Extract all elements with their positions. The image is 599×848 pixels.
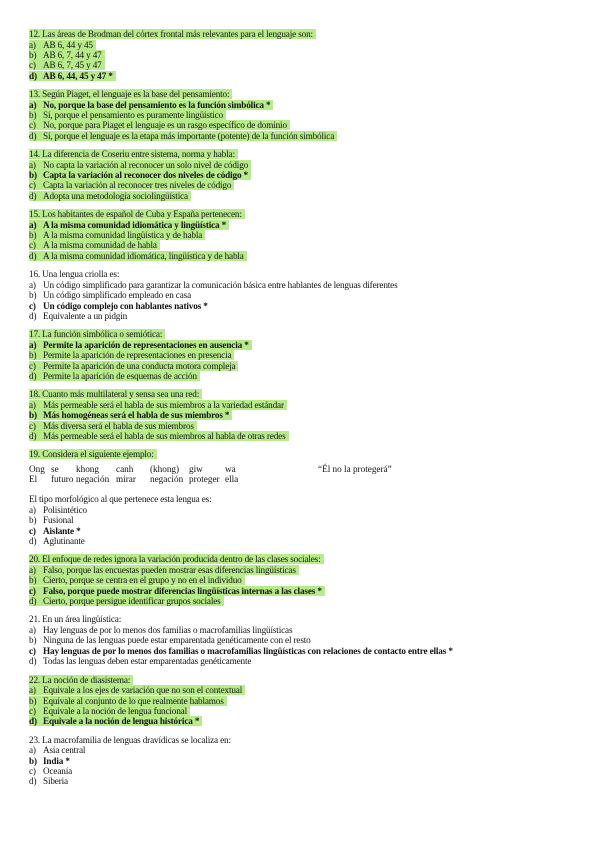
question-12-option-0 xyxy=(29,40,589,50)
question-16-stem xyxy=(29,269,589,279)
option-letter: d) xyxy=(29,70,37,81)
option-text: Un código complejo con hablantes nativos * xyxy=(43,300,208,311)
option-letter: b) xyxy=(29,755,37,766)
option-text-wrap xyxy=(29,340,252,350)
option-letter: b) xyxy=(29,290,37,301)
option-letter: a) xyxy=(29,625,36,636)
question-stem-text: 16. Una lengua criolla es: xyxy=(29,269,120,280)
option-text-wrap xyxy=(29,170,251,180)
question-23-option-3 xyxy=(29,776,589,786)
question-18-option-2 xyxy=(29,421,589,431)
option-letter: d) xyxy=(29,776,37,787)
option-text: Adopta una metodología sociolingüística xyxy=(43,190,188,201)
gloss-word-4 xyxy=(150,464,183,485)
option-letter: c) xyxy=(29,645,36,656)
option-text: Más permeable será el habla de sus miembros al habla de otras redes xyxy=(43,430,286,441)
option-letter: d) xyxy=(29,250,37,261)
option-text-wrap xyxy=(29,625,292,635)
option-text: Equivale a los ejes de variación que no son el contextual xyxy=(43,685,243,696)
gloss-meaning: futuro xyxy=(51,474,74,485)
question-16-option-0 xyxy=(29,280,589,290)
question-14-option-2 xyxy=(29,180,589,190)
option-text-wrap xyxy=(29,191,191,201)
option-letter: d) xyxy=(29,310,37,321)
option-text-wrap xyxy=(29,575,245,585)
option-text: Cierto, porque se centra en el grupo y no en el individuo xyxy=(43,575,242,586)
option-text: Aislante * xyxy=(43,525,81,536)
option-text: Un código simplificado empleado en casa xyxy=(43,290,191,301)
option-letter: c) xyxy=(29,120,36,131)
option-text-wrap xyxy=(29,131,337,141)
question-17-option-1 xyxy=(29,350,589,360)
question-22-option-1 xyxy=(29,696,589,706)
question-13-option-3 xyxy=(29,131,589,141)
question-20-option-1 xyxy=(29,575,589,585)
option-text-wrap xyxy=(29,160,251,170)
question-12-option-2 xyxy=(29,60,589,70)
question-15-stem xyxy=(29,209,589,219)
option-text-wrap xyxy=(29,251,247,261)
option-letter: d) xyxy=(29,130,37,141)
option-text-wrap xyxy=(29,230,205,240)
option-letter: c) xyxy=(29,420,36,431)
option-letter: d) xyxy=(29,595,37,606)
option-text: Capta la variación al reconocer dos niveles de código * xyxy=(43,170,249,181)
question-20-option-0 xyxy=(29,565,589,575)
option-text: Todas las lenguas deben estar emparentadas genéticamente xyxy=(43,656,252,667)
option-letter: c) xyxy=(29,585,36,596)
option-text: No, porque la base del pensamiento es la función simbólica * xyxy=(43,99,271,110)
option-text-wrap xyxy=(29,766,72,776)
question-23-stem xyxy=(29,735,589,745)
option-text: No, porque para Piaget el lenguaje es un rasgo específico de dominio xyxy=(43,120,287,131)
question-15-option-1 xyxy=(29,230,589,240)
questions-20-23 xyxy=(29,554,589,786)
option-text-wrap xyxy=(29,565,299,575)
option-text: Equivale a la noción de lengua histórica * xyxy=(43,716,200,727)
option-letter: c) xyxy=(29,765,36,776)
question-23-option-2 xyxy=(29,766,589,776)
option-text-wrap xyxy=(29,180,234,190)
option-letter: a) xyxy=(29,400,36,411)
question-22-stem xyxy=(29,675,589,685)
question-13-stem xyxy=(29,89,589,99)
gloss-source: (khong) xyxy=(150,463,180,474)
option-text: Permite la aparición de una conducta motora compleja xyxy=(43,360,236,371)
option-letter: a) xyxy=(29,745,36,756)
question-13-option-0 xyxy=(29,100,589,110)
option-text-wrap xyxy=(29,60,105,70)
option-letter: a) xyxy=(29,39,36,50)
gloss-word-5 xyxy=(189,464,220,485)
question-stem-text: 12. Las áreas de Brodman del córtex frontal más relevantes para el lenguaje son: xyxy=(29,29,316,39)
question-19 xyxy=(29,449,589,546)
question-stem-text: 14. La diferencia de Coseriu entre sistema, norma y habla: xyxy=(29,149,238,159)
question-23-option-1 xyxy=(29,756,589,766)
option-letter: a) xyxy=(29,505,36,516)
option-text: A la misma comunidad de habla xyxy=(43,240,157,251)
option-letter: c) xyxy=(29,240,36,251)
option-text: Equivale al conjunto de lo que realmente hablamos xyxy=(43,695,224,706)
option-letter: a) xyxy=(29,219,37,230)
question-17-option-0 xyxy=(29,340,589,350)
option-text: Más permeable será el habla de sus miembros a la variedad estándar xyxy=(43,400,284,411)
question-19-subquestion: El tipo morfológico al que pertenece esta lengua es: xyxy=(29,493,212,504)
question-19-highlight: 19. Considera el siguiente ejemplo: xyxy=(29,449,157,459)
question-22-option-2 xyxy=(29,706,589,716)
option-letter: b) xyxy=(29,230,37,241)
question-22 xyxy=(29,675,589,727)
question-19-options xyxy=(29,505,589,546)
option-letter: a) xyxy=(29,279,36,290)
option-letter: d) xyxy=(29,656,37,667)
question-16-option-3 xyxy=(29,311,589,321)
question-13-option-1 xyxy=(29,110,589,120)
option-text: Permite la aparición de representaciones en presencia xyxy=(43,350,232,361)
option-text: Oceanía xyxy=(43,765,73,776)
option-text-wrap xyxy=(29,596,224,606)
question-21-option-0 xyxy=(29,625,589,635)
question-21-option-1 xyxy=(29,635,589,645)
option-text-wrap xyxy=(29,685,245,695)
gloss-translation: “Él no la protegerá” xyxy=(318,463,392,474)
option-text: Cierto, porque persigue identificar grupos sociales xyxy=(43,595,221,606)
question-18-option-0 xyxy=(29,400,589,410)
option-text-wrap xyxy=(29,410,232,420)
option-text: A la misma comunidad idiomática y lingüística * xyxy=(43,219,227,230)
option-text-wrap xyxy=(29,110,226,120)
option-text: A la misma comunidad idiomática, lingüística y de habla xyxy=(43,250,244,261)
question-17-option-3 xyxy=(29,371,589,381)
option-text-wrap xyxy=(29,120,290,130)
option-text: Falso, porque las encuestas pueden mostrar esas diferencias lingüísticas xyxy=(43,565,296,576)
question-12-stem xyxy=(29,29,589,39)
gloss-source: Ong xyxy=(29,463,45,474)
option-letter: c) xyxy=(29,60,36,71)
question-stem-text: 13. Según Piaget, el lenguaje es la base del pensamiento: xyxy=(29,89,232,99)
question-stem-text: 17. La función simbólica o semiótica: xyxy=(29,329,165,339)
option-text: Hay lenguas de por lo menos dos familias o macrofamilias lingüísticas xyxy=(43,625,293,636)
question-18-option-1 xyxy=(29,410,589,420)
question-stem-text: 18. Cuanto más multilateral y sensa sea una red: xyxy=(29,389,202,399)
option-letter: c) xyxy=(29,525,36,536)
option-text-wrap xyxy=(29,220,229,230)
gloss-source: canh xyxy=(116,463,134,474)
question-15-option-0 xyxy=(29,220,589,230)
option-letter: a) xyxy=(29,340,37,350)
option-text-wrap xyxy=(29,421,197,431)
option-text: Ninguna de las lenguas puede estar emparentada genéticamente con el resto xyxy=(43,635,311,646)
question-12 xyxy=(29,29,589,81)
option-text: AB 6, 7, 44 y 47 xyxy=(43,49,102,60)
question-19-option-2 xyxy=(29,526,589,536)
question-15-option-2 xyxy=(29,240,589,250)
question-stem-text: 22. La noción de diasistema: xyxy=(29,675,133,685)
option-text: AB 6, 44 y 45 xyxy=(43,39,93,50)
question-12-option-3 xyxy=(29,71,589,81)
question-17 xyxy=(29,329,589,381)
question-21-option-3 xyxy=(29,656,589,666)
option-text: Hay lenguas de por lo menos dos familias o macrofamilias lingüísticas con relaciones de contacto entre ellas * xyxy=(43,645,453,656)
option-text-wrap xyxy=(29,350,234,360)
option-letter: d) xyxy=(29,370,37,381)
option-text: Más diversa será el habla de sus miembros xyxy=(43,420,194,431)
gloss-word-2 xyxy=(76,464,109,485)
option-text: Equivale a la noción de lengua funcional xyxy=(43,705,188,716)
option-text-wrap xyxy=(29,290,191,300)
option-text: Asia central xyxy=(43,745,86,756)
option-text: No capta la variación al reconocer un solo nivel de código xyxy=(43,159,249,170)
gloss-meaning: negación xyxy=(76,474,110,485)
question-19-stem xyxy=(29,449,589,459)
option-text-wrap xyxy=(29,301,208,311)
option-text-wrap xyxy=(29,280,398,290)
question-14-option-3 xyxy=(29,191,589,201)
question-14 xyxy=(29,149,589,201)
option-letter: b) xyxy=(29,515,37,526)
gloss-meaning: mirar xyxy=(116,474,136,485)
question-19-option-1 xyxy=(29,515,589,525)
option-text: Sí, porque el pensamiento es puramente lingüístico xyxy=(43,110,224,121)
question-17-stem xyxy=(29,329,589,339)
question-17-option-2 xyxy=(29,361,589,371)
option-letter: a) xyxy=(29,99,37,110)
option-text: Un código simplificado para garantizar la comunicación básica entre hablantes de lenguas diferentes xyxy=(43,279,398,290)
question-21-option-2 xyxy=(29,646,589,656)
option-letter: b) xyxy=(29,110,37,121)
gloss-source: se xyxy=(51,463,59,474)
option-letter: c) xyxy=(29,705,36,716)
option-text-wrap xyxy=(29,240,160,250)
option-text: Permite la aparición de esquemas de acción xyxy=(43,370,197,381)
option-text: Más homogéneas será el habla de sus miembros * xyxy=(43,410,230,421)
option-text-wrap xyxy=(29,311,127,321)
option-letter: c) xyxy=(29,180,36,191)
option-letter: a) xyxy=(29,565,36,576)
option-text-wrap xyxy=(29,431,289,441)
option-text-wrap xyxy=(29,536,85,546)
gloss-source: giw xyxy=(189,463,203,474)
option-text-wrap xyxy=(29,400,287,410)
option-letter: d) xyxy=(29,535,37,546)
gloss-source: khong xyxy=(76,463,99,474)
gloss-meaning: El xyxy=(29,474,38,485)
question-stem-text: 23. La macrofamilia de lenguas dravídicas se localiza en: xyxy=(29,734,231,745)
question-12-option-1 xyxy=(29,50,589,60)
option-text-wrap xyxy=(29,696,227,706)
option-text-wrap xyxy=(29,776,68,786)
gloss-meaning: proteger xyxy=(189,474,220,485)
question-21-stem xyxy=(29,614,589,624)
question-stem-text: 15. Los habitantes de español de Cuba y España pertenecen: xyxy=(29,209,245,219)
question-stem-text: 20. El enfoque de redes ignora la variación producida dentro de las clases sociales: xyxy=(29,554,324,564)
option-text-wrap xyxy=(29,505,87,515)
gloss-word-6 xyxy=(225,464,238,485)
gloss-word-1 xyxy=(51,464,73,485)
option-letter: b) xyxy=(29,170,37,181)
option-letter: b) xyxy=(29,695,37,706)
option-letter: d) xyxy=(29,430,37,441)
gloss-word-0 xyxy=(29,464,45,485)
question-23-option-0 xyxy=(29,745,589,755)
option-text: Equivalente a un pidgin xyxy=(43,310,128,321)
question-16-option-2 xyxy=(29,301,589,311)
question-13 xyxy=(29,89,589,141)
option-text-wrap xyxy=(29,745,85,755)
question-20-option-3 xyxy=(29,596,589,606)
question-18-option-3 xyxy=(29,431,589,441)
question-16 xyxy=(29,269,589,321)
gloss-source: wa xyxy=(225,463,236,474)
gloss-word-3 xyxy=(116,464,136,485)
gloss-meaning: ella xyxy=(225,474,239,485)
question-14-option-1 xyxy=(29,170,589,180)
question-19-option-3 xyxy=(29,536,589,546)
option-text: Aglutinante xyxy=(43,535,85,546)
option-text: Siberia xyxy=(43,776,68,787)
option-letter: b) xyxy=(29,49,37,60)
question-15-option-3 xyxy=(29,251,589,261)
option-letter: b) xyxy=(29,635,37,646)
question-18-stem xyxy=(29,389,589,399)
question-22-option-0 xyxy=(29,685,589,695)
option-text-wrap xyxy=(29,526,81,536)
option-text: India * xyxy=(43,755,70,766)
option-text-wrap xyxy=(29,716,202,726)
option-letter: c) xyxy=(29,360,36,371)
option-text-wrap xyxy=(29,646,453,656)
option-text-wrap xyxy=(29,656,251,666)
question-20-stem xyxy=(29,554,589,564)
option-text: Permite la aparición de representaciones en ausencia * xyxy=(43,340,249,350)
interlinear-gloss xyxy=(29,464,589,486)
option-text: Polisintético xyxy=(43,505,87,516)
option-text-wrap xyxy=(29,706,190,716)
question-20-option-2 xyxy=(29,586,589,596)
option-letter: b) xyxy=(29,410,37,421)
question-22-option-3 xyxy=(29,716,589,726)
question-19-option-0 xyxy=(29,505,589,515)
option-text-wrap xyxy=(29,50,105,60)
option-letter: d) xyxy=(29,190,37,201)
questions-12-18 xyxy=(29,29,589,441)
option-text: Falso, porque puede mostrar diferencias lingüísticas internas a las clases * xyxy=(43,585,322,596)
option-text-wrap xyxy=(29,40,96,50)
option-letter: d) xyxy=(29,716,37,727)
question-14-stem xyxy=(29,149,589,159)
question-23 xyxy=(29,735,589,787)
question-14-option-0 xyxy=(29,160,589,170)
option-text-wrap xyxy=(29,71,116,81)
option-letter: b) xyxy=(29,575,37,586)
option-text: Fusional xyxy=(43,515,74,526)
question-13-option-2 xyxy=(29,120,589,130)
option-text: AB 6, 44, 45 y 47 * xyxy=(43,70,113,81)
question-15 xyxy=(29,209,589,261)
option-text: Sí, porque el lenguaje es la etapa más importante (potente) de la función simbólica xyxy=(43,130,335,141)
gloss-meaning: negación xyxy=(150,474,184,485)
question-21 xyxy=(29,614,589,666)
option-text-wrap xyxy=(29,515,73,525)
question-18 xyxy=(29,389,589,441)
question-stem-text: 21. En un área lingüística: xyxy=(29,614,122,625)
question-20 xyxy=(29,554,589,606)
option-text-wrap xyxy=(29,635,311,645)
option-text: AB 6, 7, 45 y 47 xyxy=(43,60,102,71)
option-text: Capta la variación al reconocer tres niveles de código xyxy=(43,180,232,191)
question-16-option-1 xyxy=(29,290,589,300)
option-letter: b) xyxy=(29,350,37,361)
option-letter: c) xyxy=(29,300,36,311)
option-text-wrap xyxy=(29,371,200,381)
option-text-wrap xyxy=(29,756,70,766)
option-text-wrap xyxy=(29,100,273,110)
option-text-wrap xyxy=(29,586,325,596)
option-text-wrap xyxy=(29,361,238,371)
option-letter: a) xyxy=(29,685,36,696)
option-letter: a) xyxy=(29,159,36,170)
option-text: A la misma comunidad lingüística y de habla xyxy=(43,230,203,241)
